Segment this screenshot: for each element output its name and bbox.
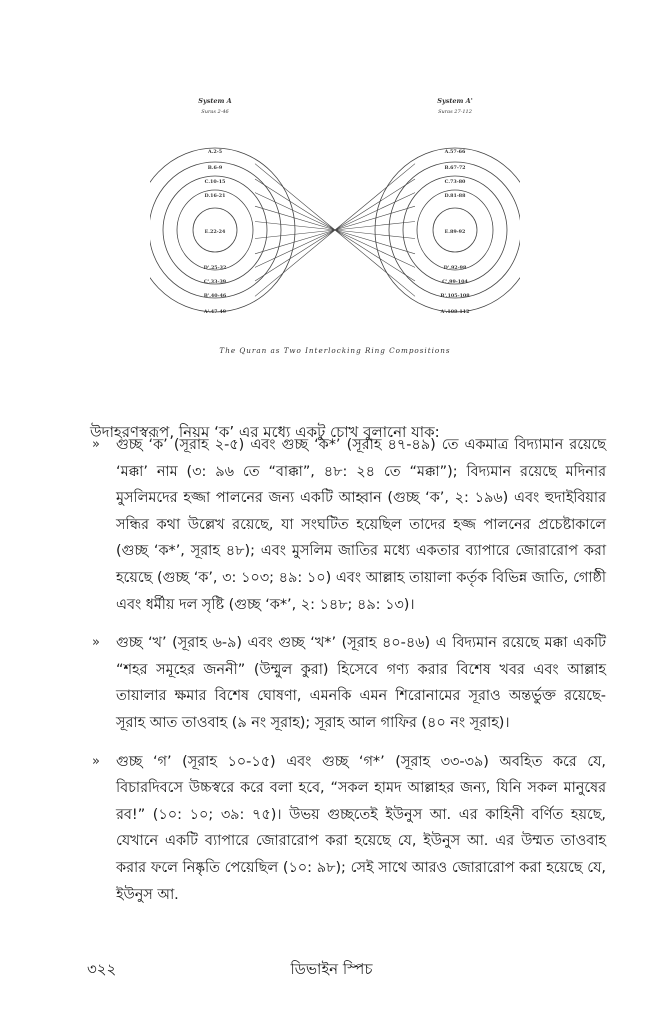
page-number: ৩২২ xyxy=(87,960,117,978)
right-ring-label: E.89-92 xyxy=(444,229,466,235)
right-ring-label: A.57-66 xyxy=(444,149,466,155)
bullet-marker: » xyxy=(92,635,100,651)
figure-caption: The Quran as Two Interlocking Ring Compositions xyxy=(219,346,451,355)
left-ring-label: E.22-24 xyxy=(204,229,226,235)
bullet-marker: » xyxy=(92,753,100,769)
left-ring-label: B.6-9 xyxy=(207,165,223,171)
left-ring-label: D.16-21 xyxy=(204,193,226,199)
ring-composition-figure xyxy=(150,85,520,365)
right-ring-label: A'.109-112 xyxy=(440,309,470,315)
bullet-item-2 xyxy=(90,630,606,736)
right-ring-label: D.81-88 xyxy=(444,193,466,199)
right-ring-label: B'.105-108 xyxy=(440,293,470,299)
left-ring-label: B'.40-46 xyxy=(203,293,227,299)
bullet-marker: » xyxy=(92,437,100,452)
left-ring-label: A'.47-49 xyxy=(203,309,227,315)
right-ring-label: D'.92-98 xyxy=(443,265,467,271)
left-connector-line xyxy=(255,164,335,230)
left-ring-label: A.2-5 xyxy=(207,149,223,155)
bullet-text: গুচ্ছ ‘গ’ (সূরাহ ১০-১৫) এবং গুচ্ছ ‘গ*’ (সূরাহ ৩৩-৩৯) অবহিত করে যে, বিচারদিবসে উচ্চস্বরে করে বলা হবে, “সকল হামদ আল্লাহর জন্য, যিনি সকল মানুষের রব!” (১০: ১০; ৩৯: ৭৫)। উভয় গুচ্ছতেই ইউনুস আ. এর কাহিনী বর্ণিত হয়ছে, যেখানে একটি ব্যাপারে জোরারোপ করা হয়েছে যে, ইউনুস আ. এর উম্মত তাওবাহ করার ফলে নিষ্কৃতি পেয়েছিল (১০: ৯৮); সেই সাথে আরও জোরারোপ করা হয়েছে যে, ইউনুস আ. xyxy=(116,753,606,903)
right-system-subtitle: Suras 27-112 xyxy=(438,109,472,115)
page-footer xyxy=(0,958,663,982)
left-ring-label: C'.33-39 xyxy=(203,279,227,285)
intro-sentence: উদাহরণস্বরূপ, নিয়ম ‘ক’ এর মধ্যে একটু চোখ বুলানো যাক: xyxy=(90,423,440,441)
left-ring-label: C.10-15 xyxy=(204,179,226,185)
left-system-subtitle: Suras 2-46 xyxy=(201,109,229,115)
bullet-item-1 xyxy=(90,432,606,618)
left-system-title: System A xyxy=(198,97,232,105)
left-ring-label: D'.25-32 xyxy=(203,265,227,271)
left-connector-line xyxy=(255,230,335,296)
right-connector-line xyxy=(335,230,415,296)
running-title: ডিভাইন স্পিচ xyxy=(290,960,373,978)
right-ring-label: C'.99-104 xyxy=(442,279,468,285)
right-ring-label: B.67-72 xyxy=(444,165,466,171)
ring-diagram xyxy=(150,85,520,365)
right-system-title: System A' xyxy=(437,97,473,105)
bullet-list xyxy=(90,432,606,920)
right-ring-label: C.73-80 xyxy=(444,179,466,185)
bullet-text: গুচ্ছ ‘ক’ (সূরাহ ২-৫) এবং গুচ্ছ ‘ক*’ (সূরাহ ৪৭-৪৯) তে একমাত্র বিদ্যামান রয়েছে ‘মক্কা’ নাম (৩: ৯৬ তে “বাক্কা”, ৪৮: ২৪ তে “মক্কা”); বিদ্যমান রয়েছে মদিনার মুসলিমদের হজ্জা পালনের জন্য একটি আহ্বান (গুচ্ছ ‘ক’, ২: ১৯৬) এবং হুদাইবিয়ার সন্ধির কথা উল্লেখ রয়েছে, যা সংঘটিত হয়েছিল তাদের হজ্জ পালনের প্রচেষ্টাকালে (গুচ্ছ ‘ক*’, সূরাহ ৪৮); এবং মুসলিম জাতির মধ্যে একতার ব্যাপারে জোরারোপ করা হয়েছে (গুচ্ছ ‘ক’, ৩: ১০৩; ৪৯: ১০) এবং আল্লাহ তায়ালা কর্তৃক বিভিন্ন জাতি, গোষ্ঠী এবং ধর্মীয় দল সৃষ্টি (গুচ্ছ ‘ক*’, ২: ১৪৮; ৪৯: ১৩)। xyxy=(116,437,606,613)
bullet-item-3 xyxy=(90,749,606,909)
right-connector-line xyxy=(335,164,415,230)
bullet-text: গুচ্ছ ‘খ’ (সূরাহ ৬-৯) এবং গুচ্ছ ‘খ*’ (সূরাহ ৪০-৪৬) এ বিদ্যমান রয়েছে মক্কা একটি “শহর সমূহের জননী” (উম্মুল কুরা) হিসেবে গণ্য করার বিশেষ খবর এবং আল্লাহ তায়ালার ক্ষমার বিশেষ ঘোষণা, এমনকি এমন শিরোনামের সূরাও অন্তর্ভুক্ত রয়েছে- সূরাহ আত তাওবাহ (৯ নং সূরাহ); সূরাহ আল গাফির (৪০ নং সূরাহ)। xyxy=(116,635,606,731)
